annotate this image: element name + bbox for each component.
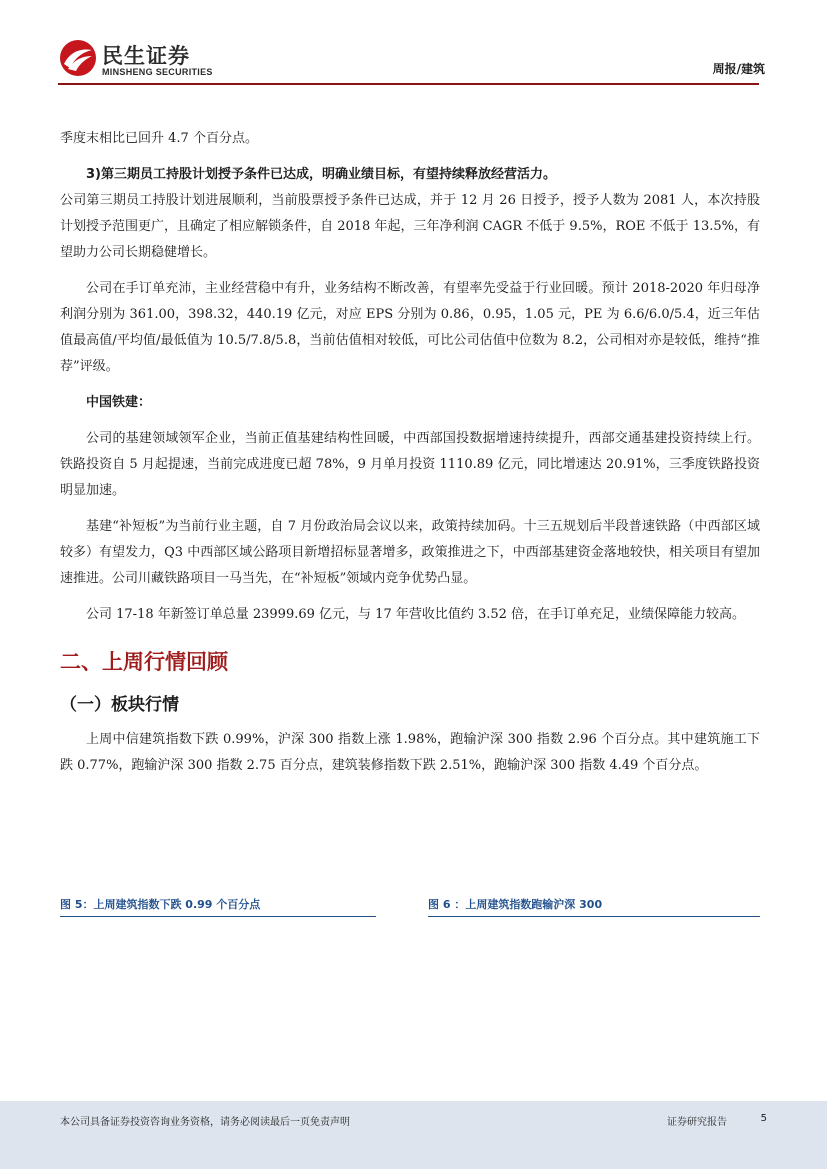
paragraph: 季度末相比已回升 4.7 个百分点。 xyxy=(60,131,258,146)
paragraph: 基建“补短板”为当前行业主题，自 7 月份政治局会议以来，政策持续加码。十三五规划后半段普速铁路（中西部区域较多）有望发力，Q3 中西部区域公路项目新增招标显著增多，政策推进之下，中西部基建资金落地较快，相关项目有望加速推进。公司川藏铁路项目一马当先，在“补短板”领域内竞争优势凸显。 xyxy=(60,519,760,586)
paragraph: 公司第三期员工持股计划进展顺利，当前股票授予条件已达成，并于 12 月 26 日授予，授予人数为 2081 人，本次持股计划授予范围更广，且确定了相应解锁条件，自 2018 年起，三年净利润 CAGR 不低于 9.5%，ROE 不低于 13.5%，有望助力公司长期稳健增长。 xyxy=(60,193,760,260)
page-header xyxy=(0,0,827,100)
footer-report-type: 证券研究报告 xyxy=(667,1117,727,1128)
header-divider xyxy=(58,83,759,85)
section-heading: 二、上周行情回顾 xyxy=(60,650,228,674)
logo-text-en: MINSHENG SECURITIES xyxy=(102,67,213,77)
footer-disclaimer: 本公司具备证券投资咨询业务资格，请务必阅读最后一页免责声明 xyxy=(60,1117,350,1128)
company-subtitle: 中国铁建： xyxy=(86,395,152,410)
paragraph: 公司在手订单充沛，主业经营稳中有升，业务结构不断改善，有望率先受益于行业回暖。预计 2018-2020 年归母净利润分别为 361.00，398.32，440.19 亿元，对应 EPS 分别为 0.86，0.95，1.05 元，PE 为 6.6/6.0/5.4，近三年估值最高值/平均值/最低值为 10.5/7.8/5.8，当前估值相对较低，可比公司估值中位数为 8.2，公司相对亦是较低，维持“推荐”评级。 xyxy=(60,281,760,374)
paragraph: 公司的基建领域领军企业，当前正值基建结构性回暖，中西部国投数据增速持续提升，西部交通基建投资持续上行。铁路投资自 5 月起提速，当前完成进度已超 78%，9 月单月投资 1110.89 亿元，同比增速达 20.91%，三季度铁路投资明显加速。 xyxy=(60,431,760,498)
page-footer xyxy=(0,1101,827,1169)
paragraph: 公司 17-18 年新签订单总量 23999.69 亿元，与 17 年营收比值约 3.52 倍，在手订单充足，业绩保障能力较高。 xyxy=(86,607,746,622)
main-content xyxy=(60,126,760,789)
minsheng-logo-icon xyxy=(58,38,98,78)
company-logo xyxy=(58,38,228,82)
paragraph: 上周中信建筑指数下跌 0.99%，沪深 300 指数上涨 1.98%，跑输沪深 300 指数 2.96 个百分点。其中建筑施工下跌 0.77%，跑输沪深 300 指数 2.75 百分点，建筑装修指数下跌 2.51%，跑输沪深 300 指数 4.49 个百分点。 xyxy=(60,732,760,773)
subsection-heading: （一）板块行情 xyxy=(60,695,179,715)
logo-text-cn: 民生证券 xyxy=(102,44,190,68)
report-category: 周报/建筑 xyxy=(712,62,765,76)
page-number: 5 xyxy=(760,1113,767,1124)
figure-5-caption: 图 5：上周建筑指数下跌 0.99 个百分点 xyxy=(60,896,376,917)
bold-point: 3)第三期员工持股计划授予条件已达成，明确业绩目标，有望持续释放经营活力。 xyxy=(86,167,556,182)
figure-6-caption: 图 6 ：上周建筑指数跑输沪深 300 xyxy=(428,896,760,917)
